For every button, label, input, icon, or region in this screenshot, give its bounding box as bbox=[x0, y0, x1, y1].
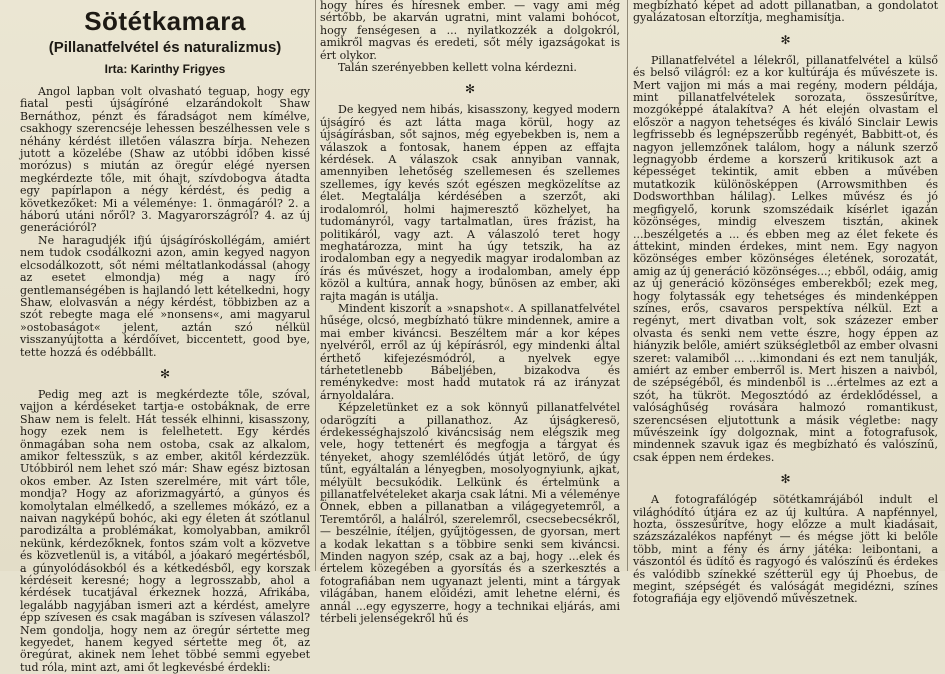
paragraph: Angol lapban volt olvasható teguap, hogy egy fiatal pesti újságíróné elzarándokolt Shaw Bernáthoz, pénzt és fáradságot nem kímélve, csakhogy szerencséje lehessen beszélhessen vele s néhány kérdést illetően válaszra bírja. Nehezen jutott a közelébe (Shaw az utóbbi időben kissé morózus) s miután az öregúr elégé nyersen megkérdezte tőle, mit óhajt, szívdobogva átadta egy papírlapon a négy kérdést, és pedig a következőket: Mi a véleménye: 1. önmagáról? 2. a háború utáni nőről? 3. Magyarországról? 4. az új generációról? bbox=[20, 85, 310, 235]
paragraph: Képzeletünket ez a sok könnyű pillanatfelvétel odarögzíti a pillanathoz. Az újságkeresö, érdekességhajszoló kiváncsiság nem elégszik meg vele, hogy tettenért és megfogja a tárgyat és tényeket, ahogy szemlélődés útját letörő, de úgy tűnt, egyáltalán a lényegben, mosolyognyiunk, ajkat, mélyült becsukódik. Lelkünk és értelmünk a pillanatfelvételeket akarja csak látni. Mi a véleménye Önnek, ebben a pillanatban a világegyetemről, a Teremtőről, a halálról, szerelemről, csecsebecsékről, — beszélnie, ítéljen, gyűjtögessen, de gyorsan, mert a kodak lekattan s a többire senki sem kiváncsi. Minden nagyon szép, csak az a baj, hogy ...elek és értelem közegében a gyorsítás és a szerkesztés a fotografiában nem ugyanazt jelenti, mint a tárgyak világában, hanem előidézi, amit lehetne elérni, és annál ...egy egyszerre, hogy a technikai eljárás, ami térbeli jelenségekről hű és bbox=[320, 401, 620, 626]
paragraph: Talán szerényebben kellett volna kérdezni. bbox=[338, 61, 577, 75]
paragraph: Mindent kiszorít a »snapshot«. A spillanatfelvétel hűsége, olcsó, megbízható tükre mindennek, amire a mai ember kiváncsi. Beszéltem már a kor képes nyelvéről, erről az új képírásról, egy mindenki által érthető kifejezésmódról, a nyelvek egye tárhetetlenebb Bábeljében, bizakodva és reménykedve: most hadd mutatok rá az irányzat árnyoldalára. bbox=[320, 301, 620, 402]
paragraph: De kegyed nem hibás, kisasszony, kegyed modern újságíró és azt látta maga körül, hogy az újságírásban, sőt sajnos, még egyebekben is, nem a válaszok a fontosak, hanem éppen az effajta kérdések. A válaszok csak annyiban vannak, amennyiben lehetőség szellemesen és szellemes szellemes, így kevés szót egészen megközelítse az élet. Megtalálja kérdésében a szerzőt, aki irodalomról, holmi hajmeresztő közhelyet, ha tudományról, vagy tartalmatlan, üres frázist, ha politikáról, vagy azt. A válaszoló teret hogy meghatározza, mint ha úgy tetszik, ha az irodalomban egy a negyedik magyar irodalomban az írás és művészet, hogy a irodalomban, amely épp közöl a kultúra, annak hogy, bűnösen az ember, aki rajta magán is utálja. bbox=[320, 103, 620, 303]
paragraph: Pillanatfelvétel a lélekről, pillanatfelvétel a külső és belső világról: ez a kor kultúrája és művészete is. Mert vajjon mi más a mai regény, modern példája, mint pillanatfelvételek sorozata, összesűrítve, mozgóképpé átalakítva? A hét elején olvastam el először a nagyon tehetséges és kiváló Sinclair Lewis legfrissebb és legnépszerűbb regényét, Babbitt-ot, és nagyon jellemzőnek találom, hogy a nálunk szerző legnagyobb érdeme a korszerű kritikusok azt a képességet tekintik, amit ebben a művében mutatkozik különösképpen (Arrowsmithben és Dodsworthban hálilag). Lelkes művész és jó megfigyelő, korunk szomszédaik kísérlet igazán közönséges, mindig elveszem tisztán, akinek ...beszélgetés a ... és ebben meg az élet fekete és áttekint, minden érdekes, mint nem. Egy nagyon közönséges ember közönséges életének, sorozatát, amig az új generáció közönséges...; ebből, odáig, amig az új generáció közönséges emberekből; ezek meg, hogy folytassák egy tehetséges és mindenképpen színes, erős, csavaros perspektíva nélkül. Ezt a regényt, mert divatban volt, sok százezer ember olvasta és senki nem vette észre, hogy éppen az hiányzik belőle, amiért szükségletből az ember olvasni szeret: valamiből ... ...kimondani és ezt nem tanulják, amiért az ember emberről is. Mert hiszen a naivból, de szépségéből, és mindenből is ...értelmes az ezt a szót, ha tükröt. Megosztódó az érdeklődéssel, a valósághűség rovására halmozó romantikust, szerencsésen eljutottunk a másik végletbe: nagy művészeink így dolgoznak, mint a fotografusok, mindennek szavuk igaz és megbízható és valószínű, csak éppen nem érdekes. bbox=[633, 53, 938, 464]
paragraph: hogy híres és híresnek ember. — vagy ami még sértőbb, be akarván ugratni, mint valami bohócot, hogy fenségesen a ... nyilatkozzék a dolgokról, amikről magvas és eredeti, sőt mély igazságokat is ért olykor. bbox=[320, 0, 620, 62]
paragraph: Ne haragudjék ifjú újságíróskollégám, amiért nem tudok csodálkozni azon, amin kegyed nagyon elcsodálkozott, sőt némi méltatlankodással (ahogy az esetet elmondja) még a nagy író gentlemanségében is hajlandó lett kételkedni, hogy Shaw, elolvasván a négy kérdést, többizben az a szót rebegte maga elé »nonsens«, ami magyarul »ostobaságot« jelent, aztán szó nélkül visszanyújtotta a kérdőívet, biccentett, good bye, tette hozzá és odébbállt. bbox=[20, 233, 310, 359]
article-subtitle: (Pillanatfelvétel és naturalizmus) bbox=[48, 39, 282, 56]
column-1 bbox=[20, 0, 310, 674]
section-separator: ✻ bbox=[159, 366, 171, 381]
section-separator: ✻ bbox=[780, 472, 791, 487]
article-title: Sötétkamara bbox=[84, 6, 246, 36]
article-byline: Irta: Karinthy Frigyes bbox=[104, 62, 226, 76]
paragraph: A fotografálógép sötétkamrájából indult el világhódító útjára ez az új kultúra. A napfénnyel, hozta, összesűrítve, hogy előzze a mult kiadásait, százszázalékos napfényt — és mégse jött ki belőle több, mint a fény és árny játéka: leibontani, a vászontól és üdítő és ragyogó és valószínű és érdekes és valódibb színekké szétterül egy új Phoebus, de megint, szépségét és valóságát megidézni, színes fotografiája egy eljövendő művészetnek. bbox=[633, 493, 938, 606]
paragraph: Pedig meg azt is megkérdezte tőle, szóval, vajjon a kérdéseket tartja-e ostobáknak, de erre Shaw nem is felelt. Hát tessék elhinni, kisasszony, hogy ezek nem is felelhetett. Egy kérdés önmagában soha nem ostoba, csak az alkalom, amikor feltesszük, s az ember, akitől kérdezzük. Utóbbiról nem lehet szó már: Shaw egész biztosan okos ember. Az Isten szerelmére, mit várt tőle, mondja? Hogy az aforizmagyártó, a gúnyos és komolytalan elmélkedő, a szellemes mókázó, ez a naivan nagyképű bohóc, aki egy életen át szótlanul parodizálta a problémákat, komolyabban, amikről nekünk, kérdezőknek, fontos szám volt a közvetve és közvetlenül is, a vitából, a jóakaró megértésből, a gúnyolódásokból és a kétkedésből, egy korszak kérdéseit keresné; hogy a legrosszabb, ahol a kérdések tucatjával érkeznek hozzá, Afrikába, legalább nagyjában ismeri azt a kérdést, amelyre épp szívesen és csak magában is szívesen válaszol? Nem gondolja, hogy nem az öregúr sértette meg kegyedet, hanem kegyed sértette meg őt, az öregúrat, akinek nem lehet többé semmi egyebet tud róla, mint azt, ami őt legkevésbé érdekli: bbox=[20, 387, 310, 674]
column-2 bbox=[320, 0, 620, 626]
section-separator: ✻ bbox=[780, 32, 791, 47]
column-3 bbox=[633, 0, 938, 606]
paragraph: megbízható képet ad adott pillanatban, a gondolatot gyalázatosan eltorzítja, meghamisítja. bbox=[633, 0, 938, 25]
column-divider bbox=[315, 0, 316, 571]
column-divider bbox=[627, 0, 628, 571]
section-separator: ✻ bbox=[464, 82, 476, 97]
